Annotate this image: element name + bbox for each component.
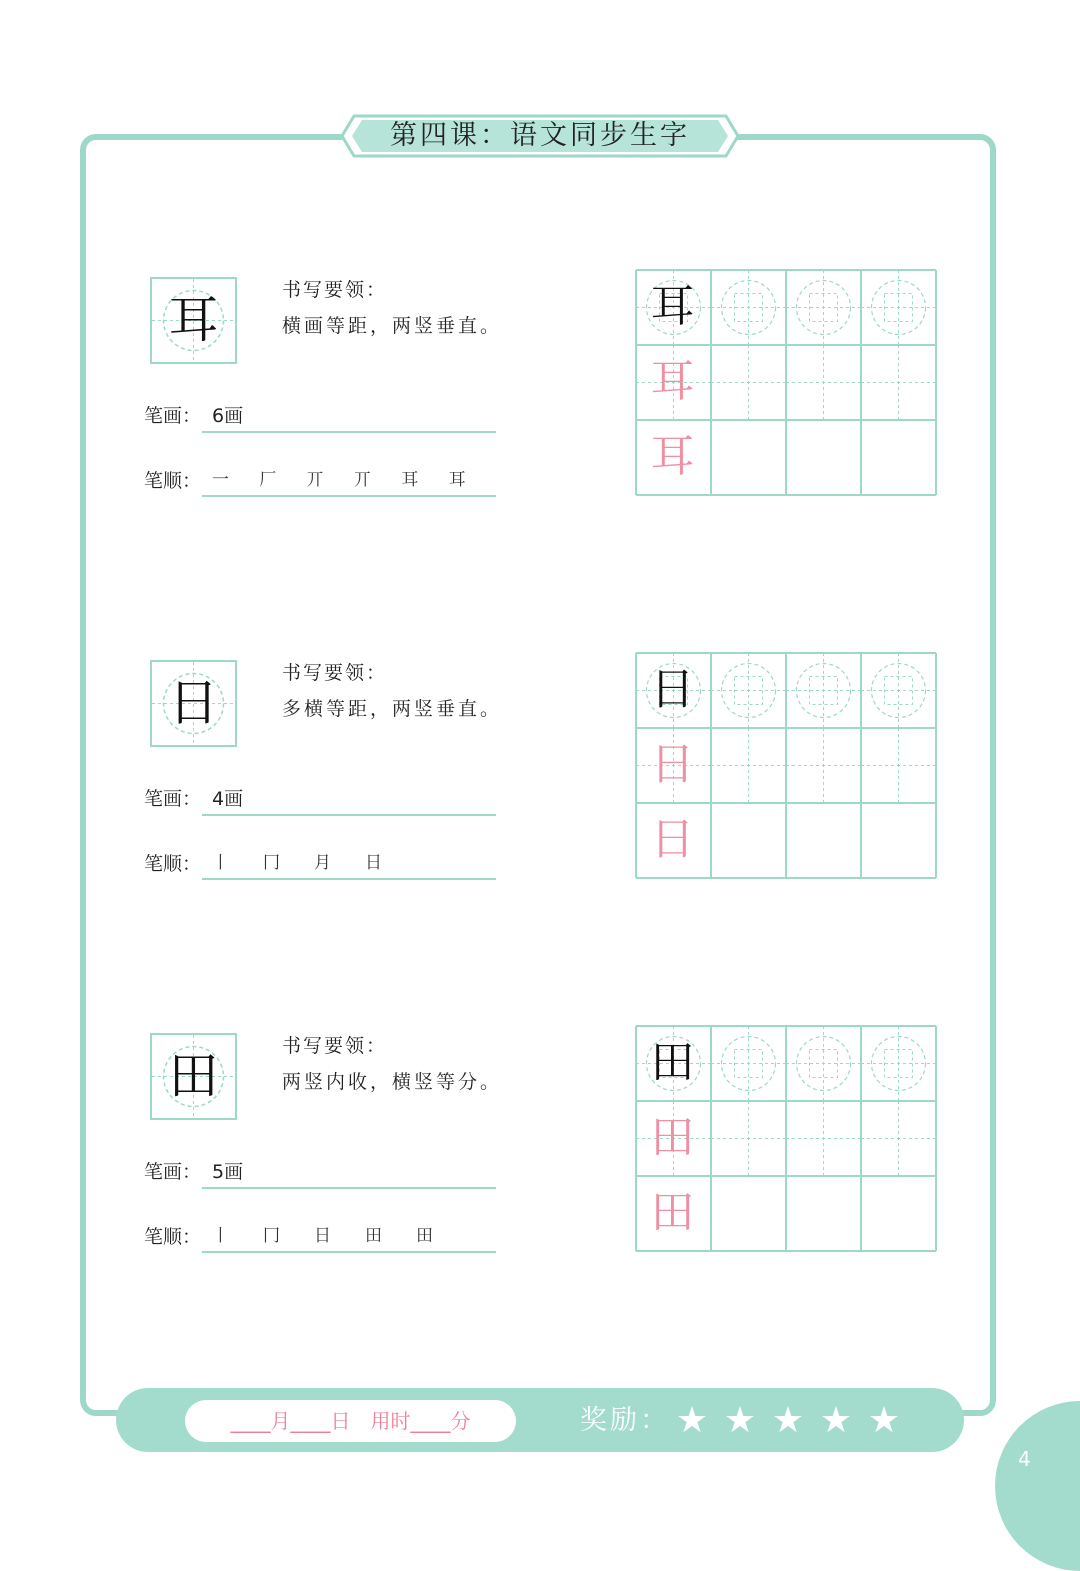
- model-char-box: [150, 277, 237, 364]
- stroke-order-sequence: [212, 848, 496, 873]
- model-char-box: [150, 1033, 237, 1120]
- grid-trace-char: 耳: [650, 356, 695, 407]
- grid-trace-char: 日: [650, 814, 695, 865]
- practice-grid: [635, 1025, 937, 1252]
- star-icon[interactable]: ★: [819, 1400, 853, 1441]
- model-character: 田: [168, 1047, 219, 1105]
- stroke-step: 厂: [259, 470, 277, 490]
- model-character: 耳: [168, 291, 219, 349]
- page-title: 第四课：语文同步生字: [390, 120, 690, 151]
- stroke-count-label: 笔画：: [144, 1161, 202, 1183]
- stroke-count-value: 5画: [212, 1161, 244, 1183]
- stroke-step: 耳: [448, 470, 466, 490]
- stroke-order-label: 笔顺：: [144, 470, 202, 492]
- star-icon[interactable]: ★: [723, 1400, 757, 1441]
- stroke-step: 田: [365, 1226, 382, 1246]
- stroke-step: 耳: [401, 470, 419, 490]
- tips-text: 横画等距，两竖垂直。: [282, 315, 503, 337]
- stroke-step: 冂: [263, 853, 280, 873]
- star-icon[interactable]: ★: [771, 1400, 805, 1441]
- stroke-step: 月: [314, 853, 331, 873]
- char-section-3: [0, 1033, 1080, 1273]
- title-banner: [340, 112, 740, 160]
- reward-label: 奖励：: [580, 1405, 670, 1436]
- stroke-step: 冂: [263, 1226, 280, 1246]
- model-character: 日: [168, 674, 219, 732]
- stroke-count-value: 6画: [212, 405, 244, 427]
- stroke-order-sequence: [212, 1221, 496, 1246]
- stroke-order-underline: [202, 495, 496, 497]
- stroke-order-underline: [202, 878, 496, 880]
- stroke-step: 丨: [212, 1226, 229, 1246]
- char-section-1: [0, 277, 1080, 517]
- stroke-count-label: 笔画：: [144, 788, 202, 810]
- practice-grid: [635, 269, 937, 496]
- stroke-step: 一: [212, 470, 229, 490]
- model-char-box: [150, 660, 237, 747]
- reward-stars: [668, 1399, 908, 1443]
- star-icon[interactable]: ★: [867, 1400, 901, 1441]
- page-number-badge: [995, 1401, 1080, 1571]
- stroke-order-underline: [202, 1251, 496, 1253]
- stroke-step: 日: [365, 853, 382, 873]
- stroke-count-label: 笔画：: [144, 405, 202, 427]
- grid-trace-char: 日: [650, 739, 695, 790]
- tips-title: 书写要领：: [282, 279, 388, 301]
- stroke-step: 丌: [306, 470, 324, 490]
- stroke-step: 丌: [353, 470, 371, 490]
- grid-trace-char: 田: [650, 1187, 695, 1238]
- char-section-2: [0, 660, 1080, 900]
- tips-title: 书写要领：: [282, 662, 388, 684]
- grid-model-char: 日: [650, 664, 695, 715]
- grid-model-char: 田: [650, 1037, 695, 1088]
- star-icon[interactable]: ★: [675, 1400, 709, 1441]
- page-number: 4: [1018, 1447, 1031, 1471]
- grid-trace-char: 田: [650, 1112, 695, 1163]
- tips-text: 多横等距，两竖垂直。: [282, 698, 503, 720]
- stroke-order-label: 笔顺：: [144, 1226, 202, 1248]
- stroke-step: 丨: [212, 853, 229, 873]
- stroke-order-sequence: [212, 465, 496, 490]
- date-time-text: ____月____日 用时____分: [230, 1409, 471, 1433]
- tips-title: 书写要领：: [282, 1035, 388, 1057]
- stroke-count-underline: [202, 431, 496, 433]
- practice-grid: [635, 652, 937, 879]
- stroke-order-label: 笔顺：: [144, 853, 202, 875]
- stroke-count-underline: [202, 814, 496, 816]
- tips-text: 两竖内收，横竖等分。: [282, 1071, 503, 1093]
- stroke-step: 日: [314, 1226, 331, 1246]
- stroke-step: 田: [416, 1226, 433, 1246]
- stroke-count-value: 4画: [212, 788, 244, 810]
- grid-model-char: 耳: [650, 281, 695, 332]
- stroke-count-underline: [202, 1187, 496, 1189]
- grid-trace-char: 耳: [650, 431, 695, 482]
